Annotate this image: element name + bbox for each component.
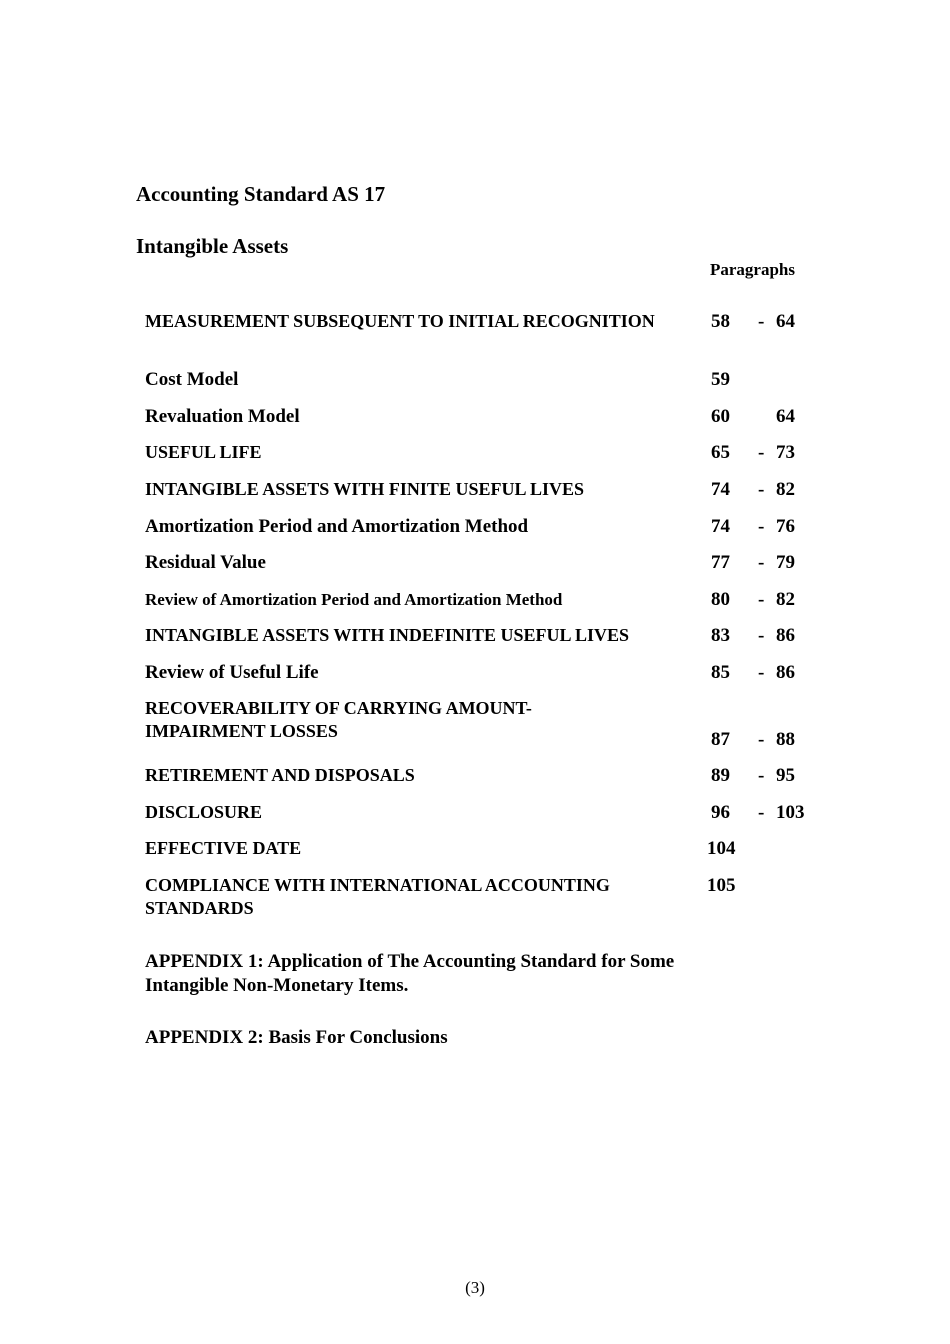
toc-dash: - <box>758 729 765 750</box>
toc-dash: - <box>758 589 765 610</box>
toc-start: 85 <box>711 662 730 683</box>
toc-end: 95 <box>776 765 795 786</box>
toc-dash: - <box>758 479 765 500</box>
toc-start: 65 <box>711 442 730 463</box>
toc-start: 58 <box>711 311 730 332</box>
toc-label: INTANGIBLE ASSETS WITH INDEFINITE USEFUL LIVES <box>145 625 630 645</box>
toc-label: COMPLIANCE WITH INTERNATIONAL ACCOUNTING STANDARDS <box>145 875 610 918</box>
appendix-2: APPENDIX 2: Basis For Conclusions <box>145 1027 448 1048</box>
toc-label: EFFECTIVE DATE <box>145 838 302 858</box>
toc-dash: - <box>758 765 765 786</box>
appendix-1: APPENDIX 1: Application of The Accounting Standard for Some Intangible Non-Monetary Items. <box>145 951 675 996</box>
toc-start: 104 <box>707 838 736 859</box>
toc-label: USEFUL LIFE <box>145 442 262 462</box>
toc-start: 60 <box>711 406 730 427</box>
toc-end: 64 <box>776 311 795 332</box>
toc-end: 82 <box>776 589 795 610</box>
toc-end: 64 <box>776 406 795 427</box>
toc-end: 103 <box>776 802 805 823</box>
toc-dash: - <box>758 442 765 463</box>
toc-start: 87 <box>711 729 730 750</box>
toc-start: 96 <box>711 802 730 823</box>
toc-start: 105 <box>707 875 736 896</box>
toc-label: RECOVERABILITY OF CARRYING AMOUNT- IMPAIRMENT LOSSES <box>145 698 532 741</box>
toc-end: 86 <box>776 625 795 646</box>
toc-label: Revaluation Model <box>145 406 300 427</box>
paragraphs-column-header: Paragraphs <box>710 260 795 279</box>
toc-dash: - <box>758 802 765 823</box>
toc-dash: - <box>758 311 765 332</box>
toc-label: Review of Amortization Period and Amortization Method <box>145 590 563 609</box>
toc-label: Review of Useful Life <box>145 662 319 683</box>
toc-start: 74 <box>711 516 730 537</box>
toc-end: 86 <box>776 662 795 683</box>
toc-label: DISCLOSURE <box>145 802 263 822</box>
toc-label: Cost Model <box>145 369 239 390</box>
toc-end: 73 <box>776 442 795 463</box>
document-title: Accounting Standard AS 17 <box>136 182 386 206</box>
toc-start: 89 <box>711 765 730 786</box>
toc-end: 79 <box>776 552 795 573</box>
toc-end: 76 <box>776 516 795 537</box>
toc-dash: - <box>758 552 765 573</box>
toc-end: 82 <box>776 479 795 500</box>
toc-label: MEASUREMENT SUBSEQUENT TO INITIAL RECOGNITION <box>145 311 655 331</box>
toc-start: 59 <box>711 369 730 390</box>
toc-label: Residual Value <box>145 552 266 573</box>
toc-start: 80 <box>711 589 730 610</box>
toc-start: 77 <box>711 552 730 573</box>
toc-label: RETIREMENT AND DISPOSALS <box>145 765 415 785</box>
toc-start: 83 <box>711 625 730 646</box>
toc-dash: - <box>758 516 765 537</box>
toc-label: INTANGIBLE ASSETS WITH FINITE USEFUL LIVES <box>145 479 584 499</box>
document-subtitle: Intangible Assets <box>136 234 289 258</box>
toc-dash: - <box>758 625 765 646</box>
toc-dash: - <box>758 662 765 683</box>
toc-start: 74 <box>711 479 730 500</box>
toc-end: 88 <box>776 729 795 750</box>
toc-label: Amortization Period and Amortization Method <box>145 516 529 537</box>
page-number: (3) <box>465 1278 485 1297</box>
